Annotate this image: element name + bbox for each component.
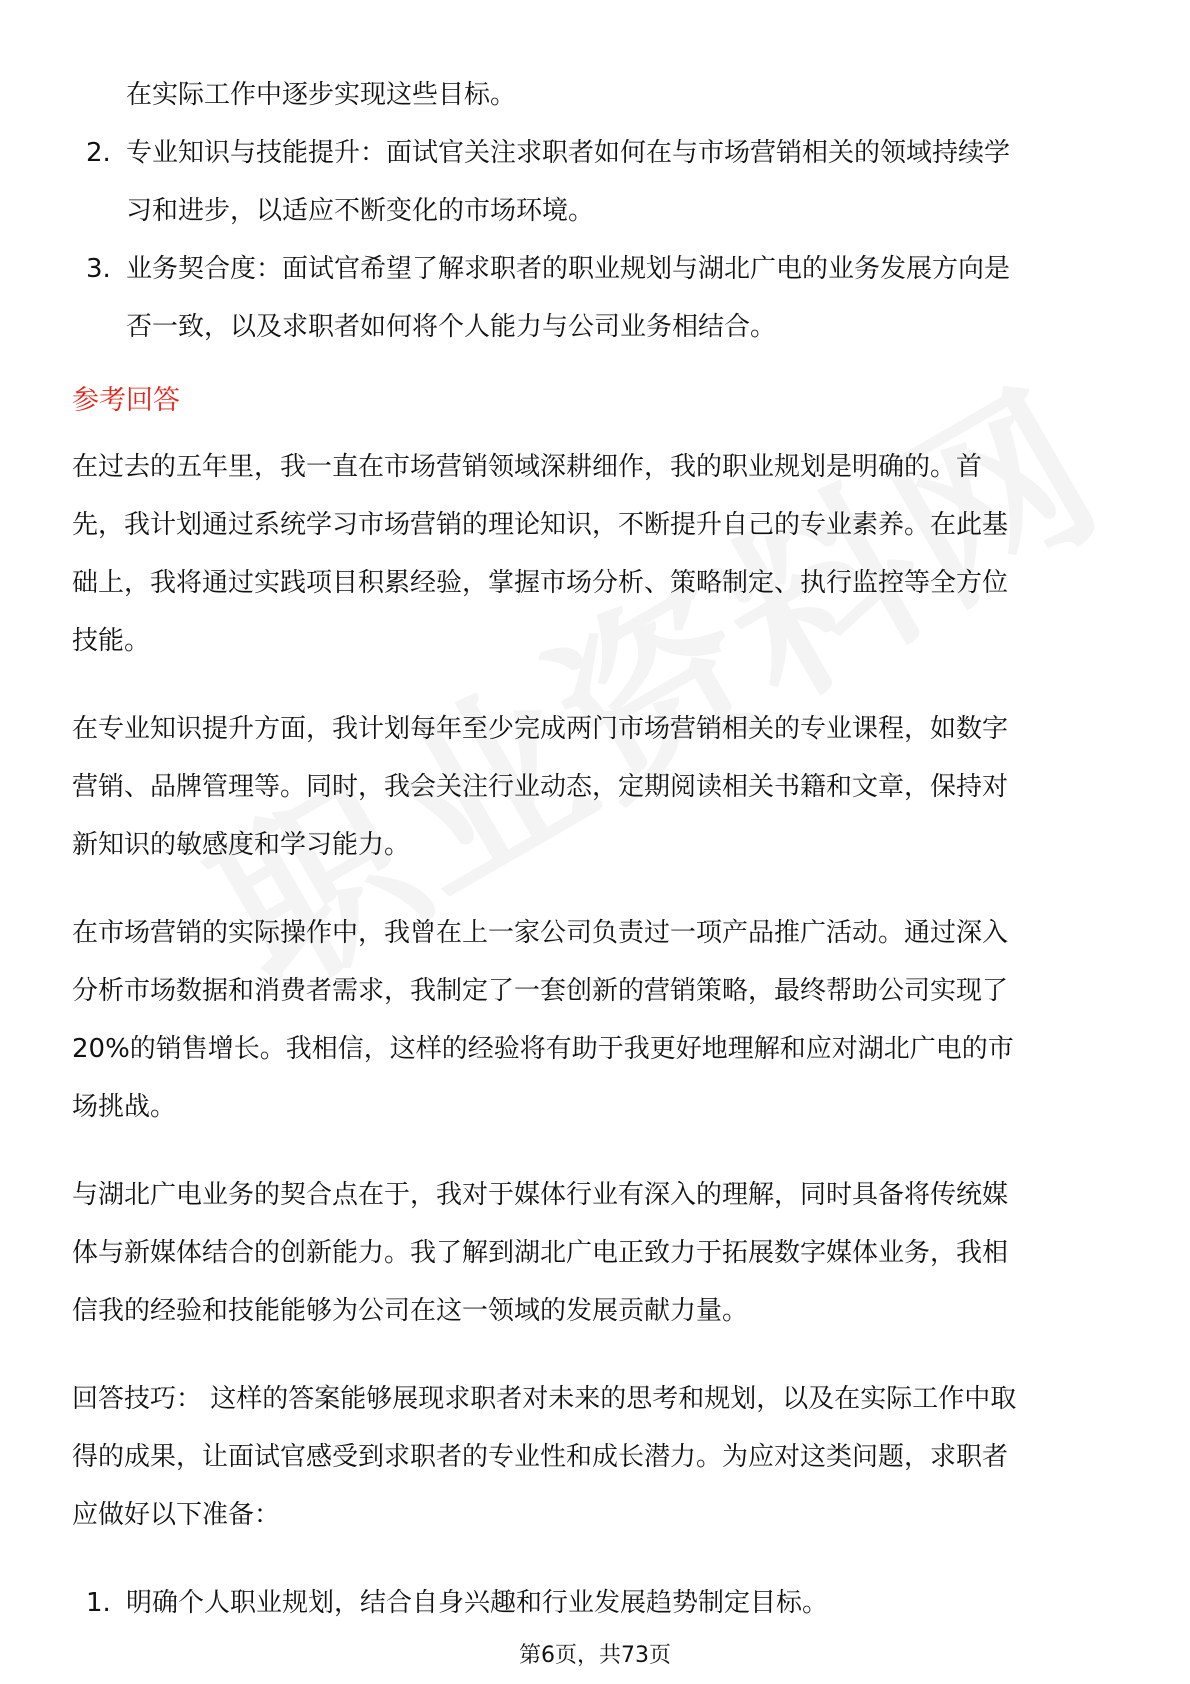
paragraph-line: 在过去的五年里，我一直在市场营销领域深耕细作，我的职业规划是明确的。首	[72, 452, 983, 482]
page-footer: 第6页，共73页	[519, 1643, 671, 1668]
list-number: 1.	[86, 1588, 111, 1618]
paragraph	[72, 1166, 1122, 1340]
list-item-carry-line: 在实际工作中逐步实现这些目标。	[126, 80, 517, 110]
paragraph	[72, 438, 1122, 670]
paragraph-line: 新知识的敏感度和学习能力。	[72, 830, 411, 860]
section-heading: 参考回答	[72, 385, 180, 416]
paragraph	[72, 904, 1122, 1136]
list-number: 2.	[86, 138, 111, 168]
paragraph-line: 在专业知识提升方面，我计划每年至少完成两门市场营销相关的专业课程，如数字	[72, 714, 1009, 744]
paragraph-line: 础上，我将通过实践项目积累经验，掌握市场分析、策略制定、执行监控等全方位	[72, 568, 1009, 598]
paragraph-line: 信我的经验和技能能够为公司在这一领域的发展贡献力量。	[72, 1296, 749, 1326]
list-item-text: 否一致，以及求职者如何将个人能力与公司业务相结合。	[126, 312, 777, 342]
paragraph	[72, 1370, 1122, 1544]
paragraph-line: 与湖北广电业务的契合点在于，我对于媒体行业有深入的理解，同时具备将传统媒	[72, 1180, 1009, 1210]
list-item	[72, 240, 1122, 356]
paragraph	[72, 700, 1122, 874]
paragraph-line: 在市场营销的实际操作中，我曾在上一家公司负责过一项产品推广活动。通过深入	[72, 918, 1009, 948]
paragraph-line: 得的成果，让面试官感受到求职者的专业性和成长潜力。为应对这类问题，求职者	[72, 1442, 1009, 1472]
page-content	[72, 66, 1122, 1632]
paragraph-line: 技能。	[72, 626, 151, 656]
paragraph-line: 20%的销售增长。我相信，这样的经验将有助于我更好地理解和应对湖北广电的市	[72, 1034, 1014, 1064]
list-item-text: 习和进步，以适应不断变化的市场环境。	[126, 196, 595, 226]
paragraph-line: 场挑战。	[72, 1092, 177, 1122]
paragraph-line: 营销、品牌管理等。同时，我会关注行业动态，定期阅读相关书籍和文章，保持对	[72, 772, 1009, 802]
list-item-text: 专业知识与技能提升：面试官关注求职者如何在与市场营销相关的领域持续学	[126, 138, 1011, 168]
paragraph-line: 分析市场数据和消费者需求，我制定了一套创新的营销策略，最终帮助公司实现了	[72, 976, 1009, 1006]
paragraph-line: 应做好以下准备：	[72, 1500, 281, 1530]
paragraph-line: 体与新媒体结合的创新能力。我了解到湖北广电正致力于拓展数字媒体业务，我相	[72, 1238, 1009, 1268]
list-number: 3.	[86, 254, 111, 284]
paragraph-line: 回答技巧： 这样的答案能够展现求职者对未来的思考和规划，以及在实际工作中取	[72, 1384, 1017, 1414]
list-item	[72, 124, 1122, 240]
paragraph-line: 先，我计划通过系统学习市场营销的理论知识，不断提升自己的专业素养。在此基	[72, 510, 1009, 540]
list-item	[72, 1574, 1122, 1632]
list-item-text: 明确个人职业规划，结合自身兴趣和行业发展趋势制定目标。	[126, 1588, 829, 1618]
list-item-text: 业务契合度：面试官希望了解求职者的职业规划与湖北广电的业务发展方向是	[126, 254, 1011, 284]
